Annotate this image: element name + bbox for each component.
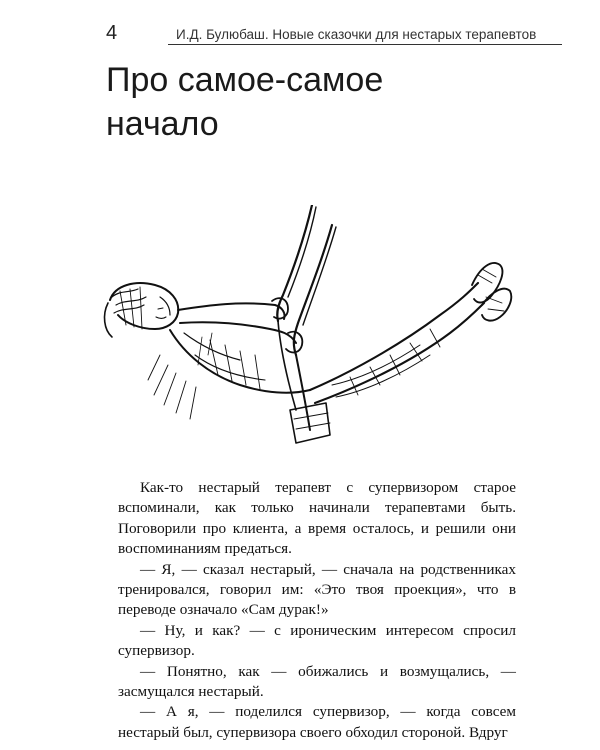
page-header xyxy=(106,22,537,50)
header-rule xyxy=(168,44,562,45)
running-title: И.Д. Булюбаш. Новые сказочки для нестарых терапевтов xyxy=(176,27,537,42)
paragraph-4: — Понятно, как — обижались и возмущались, — засмущался нестарый. xyxy=(118,662,516,701)
chapter-title-line-1: Про самое-самое xyxy=(106,61,384,99)
body-text xyxy=(118,478,516,743)
paragraph-2: — Я, — сказал нестарый, — сначала на родственниках тренировался, говорил им: «Это твоя проекция», что в переводе означало «Сам дурак!» xyxy=(118,560,516,619)
chapter-title xyxy=(106,58,383,146)
chapter-title-line-2: начало xyxy=(106,105,219,143)
paragraph-5: — А я, — поделился супервизор, — когда совсем нестарый был, супервизора своего обходил стороной. Вдруг xyxy=(118,703,516,741)
page-number: 4 xyxy=(106,22,118,44)
paragraph-3: — Ну, и как? — с ироническим интересом спросил супервизор. xyxy=(118,621,516,660)
person-on-swing-illustration xyxy=(100,205,520,465)
paragraph-1: Как-то нестарый терапевт с супервизором старое вспоминали, как только начинали терапевтами быть. Поговорили про клиента, а время осталось, и решили они воспоминаниям предаться. xyxy=(118,479,516,558)
